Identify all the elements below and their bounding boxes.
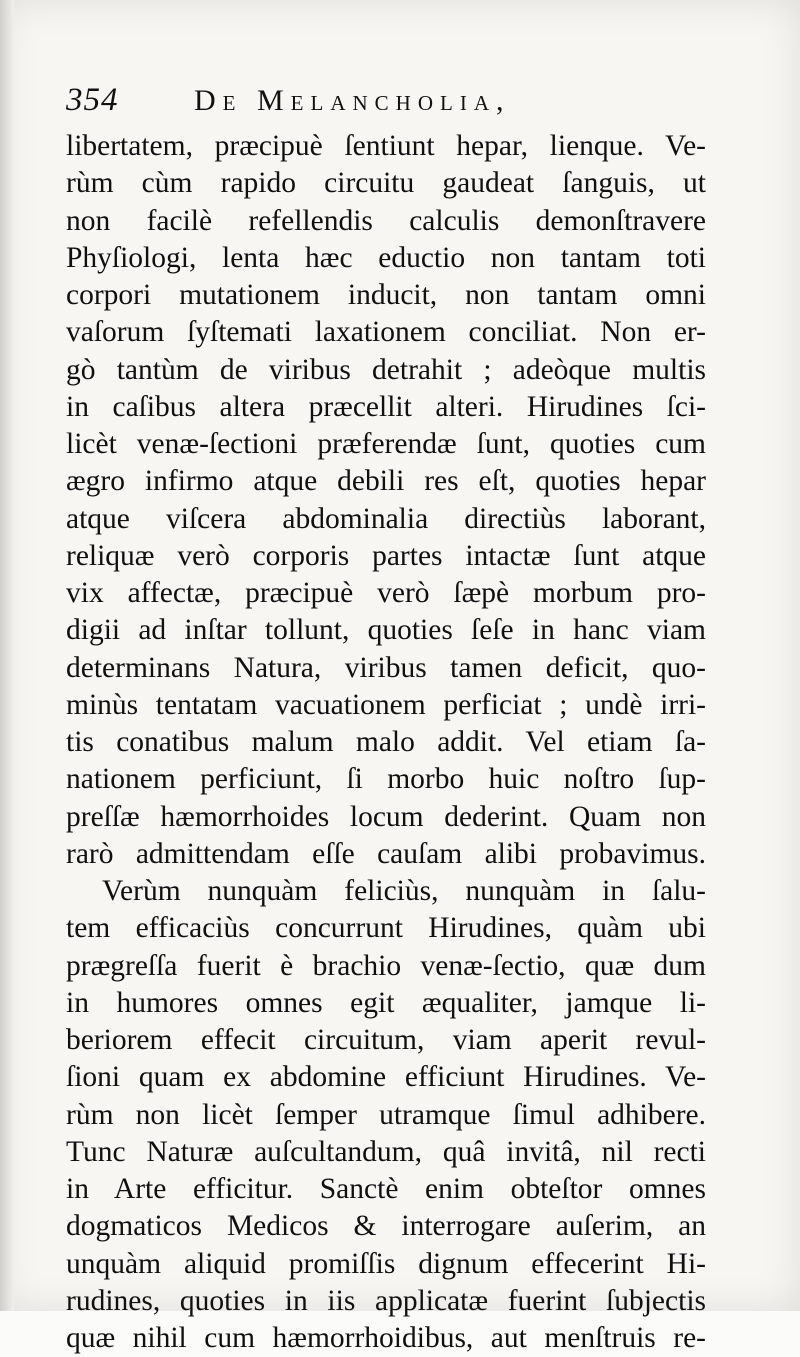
- text-line: beriorem effecit circuitum, viam aperit revul-: [66, 1024, 706, 1056]
- page-number: 354: [66, 82, 119, 118]
- text-line: corpori mutationem inducit, non tantam omni: [66, 279, 706, 311]
- body-text: [66, 128, 706, 1357]
- text-line: tem efficaciùs concurrunt Hirudines, quàm ubi: [66, 912, 706, 945]
- text-line: vaſorum ſyſtemati laxationem conciliat. Non er-: [66, 316, 706, 349]
- text-line: non facilè refellendis calculis demonſtravere: [66, 204, 706, 237]
- text-line: in caſibus altera præcellit alteri. Hirudines ſci-: [66, 390, 706, 423]
- text-line: tis conatibus malum malo addit. Vel etiam ſa-: [66, 726, 706, 758]
- running-title: De Melancholia,: [194, 84, 511, 117]
- text-line: reliquæ verò corporis partes intactæ ſunt atque: [66, 539, 706, 572]
- text-line: rùm non licèt ſemper utramque ſimul adhibere.: [66, 1098, 706, 1131]
- text-line: licèt venæ-ſectioni præferendæ ſunt, quoties cum: [66, 428, 706, 460]
- text-line: ſioni quam ex abdomine efficiunt Hirudines. Ve-: [66, 1061, 706, 1094]
- text-line: minùs tentatam vacuationem perficiat ; undè irri-: [66, 688, 706, 721]
- text-line: determinans Natura, viribus tamen deficit, quo-: [66, 651, 706, 684]
- text-line: quæ nihil cum hæmorrhoidibus, aut menſtruis re-: [66, 1322, 706, 1354]
- text-line: in humores omnes egit æqualiter, jamque li-: [66, 986, 706, 1019]
- text-line: Phyſiologi, lenta hæc eductio non tantam toti: [66, 241, 706, 274]
- text-line: dogmaticos Medicos & interrogare auſerim, an: [66, 1210, 706, 1243]
- text-line: rarò admittendam eſſe cauſam alibi probavimus.: [66, 837, 706, 870]
- text-line: in Arte efficitur. Sanctè enim obteſtor omnes: [66, 1173, 706, 1205]
- text-line: unquàm aliquid promiſſis dignum effecerint Hi-: [66, 1247, 706, 1280]
- page-gutter-shadow: [0, 0, 14, 1311]
- text-line: rudines, quoties in iis applicatæ fuerint ſubjectis: [66, 1284, 706, 1317]
- text-line: digii ad inſtar tollunt, quoties ſeſe in hanc viam: [66, 614, 706, 647]
- text-line: preſſæ hæmorrhoides locum dederint. Quam non: [66, 800, 706, 833]
- text-line: Tunc Naturæ auſcultandum, quâ invitâ, nil recti: [66, 1135, 706, 1168]
- text-line: prægreſſa fuerit è brachio venæ-ſectio, quæ dum: [66, 949, 706, 982]
- text-line: nationem perficiunt, ſi morbo huic noſtro ſup-: [66, 763, 706, 796]
- paragraph-start-line: Verùm nunquàm feliciùs, nunquàm in ſalu-: [102, 875, 706, 907]
- text-line: libertatem, præcipuè ſentiunt hepar, lienque. Ve-: [66, 130, 706, 162]
- text-line: gò tantùm de viribus detrahit ; adeòque multis: [66, 353, 706, 386]
- text-line: ægro infirmo atque debili res eſt, quoties hepar: [66, 465, 706, 498]
- text-line: rùm cùm rapido circuitu gaudeat ſanguis, ut: [66, 167, 706, 200]
- text-line: atque viſcera abdominalia directiùs laborant,: [66, 502, 706, 535]
- text-line: vix affectæ, præcipuè verò ſæpè morbum pro-: [66, 577, 706, 609]
- page-header: [66, 82, 746, 122]
